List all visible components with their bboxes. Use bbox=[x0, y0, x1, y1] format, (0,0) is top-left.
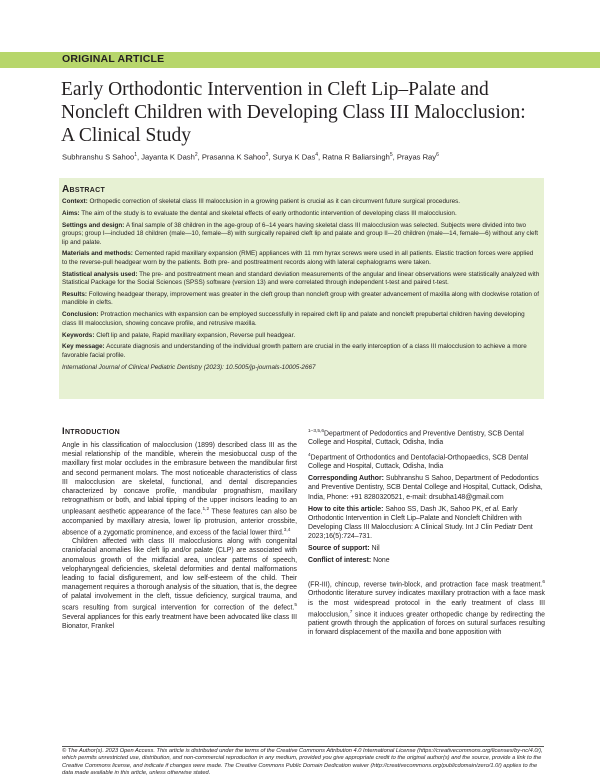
corresponding-author bbox=[308, 474, 545, 501]
how-to-cite-text: Sahoo SS, Dash JK, Sahoo PK, bbox=[385, 505, 484, 513]
corresponding-author-text: Subhranshu S Sahoo, Department of Pedodontics and Preventive Dentistry, SCB Dental College and Hospital, Cuttack, Odisha, India, Phone: +91 8280320521, e-mail: drsubha148@gmail.com bbox=[308, 475, 543, 501]
author-name: Jayanta K Dash bbox=[141, 152, 195, 162]
abstract-text: Accurate diagnosis and understanding of the individual growth pattern are crucial in the early interception of a class III malocclusion to achieve a more favorable facial profile. bbox=[62, 343, 527, 359]
abstract-statistics bbox=[62, 271, 540, 288]
reference-marker[interactable]: 5 bbox=[294, 603, 297, 609]
abstract-label: Keywords: bbox=[62, 331, 95, 339]
paragraph-text: since it induces greater orthopedic change by redirecting the patient growth through the application of forces on sutural surfaces resulting in forward displacement of the maxilla and bone apposition with bbox=[308, 611, 545, 637]
introduction-continuation bbox=[308, 578, 545, 638]
abstract-label: Aims: bbox=[62, 209, 80, 217]
author-name: Subhranshu S Sahoo bbox=[62, 152, 135, 162]
introduction-paragraph bbox=[308, 578, 545, 638]
article-title: Early Orthodontic Intervention in Cleft Lip–Palate and Noncleft Children with Developing Class III Malocclusion: A Clinical Study bbox=[61, 79, 526, 146]
author-affiliation-marker: 4 bbox=[315, 152, 319, 158]
paragraph-text: Orthodontic literature survey indicates maxillary protraction with a face mask is the most widespread protocol in the early treatment of class III malocclusion, bbox=[308, 590, 545, 619]
author-affiliation-marker: 1 bbox=[134, 152, 137, 158]
conflict-of-interest-label: Conflict of interest: bbox=[308, 557, 372, 565]
introduction-heading: Introduction bbox=[62, 426, 120, 437]
abstract-body bbox=[62, 198, 540, 376]
conflict-of-interest bbox=[308, 556, 545, 565]
how-to-cite bbox=[308, 505, 545, 542]
abstract-text: Orthopedic correction of skeletal class III malocclusion in a growing patient is crucial as it can circumvent future surgical procedures. bbox=[89, 198, 461, 205]
abstract-settings bbox=[62, 222, 540, 247]
source-of-support bbox=[308, 544, 545, 553]
introduction-column bbox=[62, 427, 297, 631]
affiliations-block bbox=[308, 427, 545, 569]
abstract-label: Results: bbox=[62, 291, 88, 299]
affiliation bbox=[308, 451, 545, 472]
abstract-results bbox=[62, 291, 540, 308]
abstract-text: The aim of the study is to evaluate the dental and skeletal effects of early orthodontic intervention of developing class III malocclusion. bbox=[81, 209, 457, 217]
abstract-label: Settings and design: bbox=[62, 221, 125, 229]
abstract-heading: Abstract bbox=[62, 184, 106, 195]
author-name: Ratna R Baliarsingh bbox=[322, 152, 390, 162]
abstract-aims bbox=[62, 210, 540, 218]
paragraph-text: These features can also be accompanied by maxillary atresia, lower lip protrusion, anterior crossbite, absence of a zygomatic prominence, and excess of the facial lower third. bbox=[62, 508, 297, 537]
abstract-label: Statistical analysis used: bbox=[62, 270, 138, 278]
abstract-keywords bbox=[62, 332, 540, 340]
affiliation-text: Department of Pedodontics and Preventive Dentistry, SCB Dental College and Hospital, Cuttack, Odisha, India bbox=[308, 430, 524, 447]
affiliation-marker: 1–3,5,6 bbox=[308, 429, 325, 434]
reference-marker[interactable]: 1,2 bbox=[202, 507, 210, 513]
journal-citation: International Journal of Clinical Pediatric Dentistry (2023): 10.5005/jp-journals-10005-2667 bbox=[62, 363, 316, 371]
reference-marker[interactable]: 6 bbox=[542, 580, 545, 585]
source-of-support-value: Nil bbox=[371, 545, 380, 553]
abstract-text: The pre- and posttreatment mean and standard deviation measurements of the angular and linear observations were statistically analyzed with Statistical Package for the Social Sciences (SPSS) software (version 13) and were correlated through independent t-test and paired t-test. bbox=[62, 270, 540, 287]
reference-marker[interactable]: 3,4 bbox=[283, 527, 291, 533]
abstract-text: A final sample of 38 children in the age-group of 6–14 years having skeletal class III malocclusion was selected. Subjects were divided into two groups; group I—included 18 children (male—10, female—8) with surgically repaired cleft lip and palate and group II—20 children (male—14, female—6) without any cleft lip and palate. bbox=[62, 221, 539, 246]
footnote-divider bbox=[62, 746, 544, 747]
abstract-label: Key message: bbox=[62, 343, 105, 351]
abstract-conclusion bbox=[62, 311, 540, 328]
how-to-cite-label: How to cite this article: bbox=[308, 505, 384, 513]
license-footnote: © The Author(s). 2023 Open Access. This article is distributed under the terms of the Creative Commons Attribution 4.0 International License (https://creativecommons.org/licenses/by-nc/4.0/), which permits unrestricted use, distribution, and non-commercial reproduction in any medium, provided you give appropriate credit to the original author(s) and the source, provide a link to the Creative Commons license, and indicate if changes were made. The Creative Commons Public Domain Dedication waiver (http://creativecommons.org/publicdomain/zero/1.0/) applies to the data made available in this article, unless otherwise stated. bbox=[62, 748, 543, 777]
abstract-label: Materials and methods: bbox=[62, 250, 133, 258]
abstract-text: Protraction mechanics with expansion can be employed successfully in repaired cleft lip and palate and noncleft prepubertal children having developing class III malocclusion, showing concave profile, and retrusive maxilla. bbox=[62, 311, 525, 327]
author-name: Prayas Ray bbox=[396, 152, 437, 162]
paragraph-text: Angle in his classification of malocclusion (1899) described class III as the mesial relationship of the mandible, wherein the mesiobuccal cusp of the maxillary first molar occludes in the embrasure between the mandibular first and second permanent molars. The most noticeable characteristics of class III malocclusion are skeletal, functional, and dental discrepancies characterized by concave profile, mandibular prognathism, maxillary retrognathism or both, and labial tipping of the upper incisors leading to an unpleasant aesthetic appearance of the face. bbox=[62, 442, 297, 516]
abstract-text: Cleft lip and palate, Rapid maxillary expansion, Reverse pull headgear. bbox=[96, 331, 296, 339]
affiliation-text: Department of Orthodontics and Dentofacial-Orthopaedics, SCB Dental College and Hospital, Cuttack, Odisha, India bbox=[308, 453, 529, 471]
author-affiliation-marker: 3 bbox=[265, 152, 269, 158]
paragraph-text: Children affected with class III malocclusions along with congenital craniofacial anomalies like cleft lip and/or palate (CLP) are associated with anomalous growth of the midfacial area, unclear patterns of speech, velopharyngeal deficiencies, skeletal deformities and dental malformations leading to facial disfigurement, and low self-esteem of the child. Their management requires a thorough analysis of the situation, that is, the degree of palatal involvement in the cleft, tissue deficiency, surgical trauma, and scars resulting from surgical intervention for correction of the defect. bbox=[62, 538, 297, 612]
author-affiliation-marker: 2 bbox=[194, 152, 198, 158]
author-name: Surya K Das bbox=[272, 152, 316, 162]
introduction-paragraph bbox=[62, 441, 297, 537]
author-name: Prasanna K Sahoo bbox=[201, 152, 266, 162]
abstract-key-message bbox=[62, 343, 540, 360]
how-to-cite-text: Early Orthodontic Intervention in Cleft Lip–Palate and Noncleft Children with Developing Class III Malocclusion: A Clinical Study. Int J Clin Pediatr Dent 2023;16(5):724–731. bbox=[308, 505, 533, 541]
source-of-support-label: Source of support: bbox=[308, 545, 370, 553]
how-to-cite-etal: et al. bbox=[484, 505, 500, 513]
abstract-context bbox=[62, 198, 540, 206]
corresponding-author-label: Corresponding Author: bbox=[308, 475, 384, 483]
abstract-label: Conclusion: bbox=[62, 311, 99, 319]
introduction-paragraph bbox=[62, 537, 297, 631]
abstract-text: Following headgear therapy, improvement was greater in the cleft group than noncleft group with greater advancement of maxilla along with clockwise rotation of mandible in clefts. bbox=[62, 291, 539, 307]
affiliation-marker: 4 bbox=[308, 452, 311, 458]
reference-marker[interactable]: 7 bbox=[349, 609, 353, 615]
paragraph-text: Several appliances for this early treatment have been advocated like class III Bionator, Frankel bbox=[62, 613, 297, 631]
abstract-text: Cemented rapid maxillary expansion (RME) appliances with 11 mm hyrax screws were used in all patients. Elastic traction forces were applied to the reverse-pull headgear worn by the patients. Both pre- and posttreatment records along with lateral cephalograms were taken. bbox=[62, 250, 534, 266]
article-type-banner bbox=[0, 52, 600, 68]
author-affiliation-marker: 5 bbox=[389, 152, 393, 158]
abstract-label: Context: bbox=[62, 198, 88, 205]
conflict-of-interest-value: None bbox=[373, 557, 390, 565]
abstract-materials bbox=[62, 250, 540, 267]
paragraph-text: (FR-III), chincup, reverse twin-block, and protraction face mask treatment. bbox=[308, 581, 543, 589]
article-type-label: ORIGINAL ARTICLE bbox=[62, 53, 165, 65]
affiliation bbox=[308, 427, 545, 448]
author-list: Subhranshu S Sahoo$^1$, Jayanta K Dash$^2$, Prasanna K Sahoo$^3$, Surya K Das$^4$, Ratna R Baliarsingh$^5$, Prayas Ray$^6$ bbox=[62, 152, 439, 162]
author-affiliation-marker: 6 bbox=[436, 152, 439, 158]
